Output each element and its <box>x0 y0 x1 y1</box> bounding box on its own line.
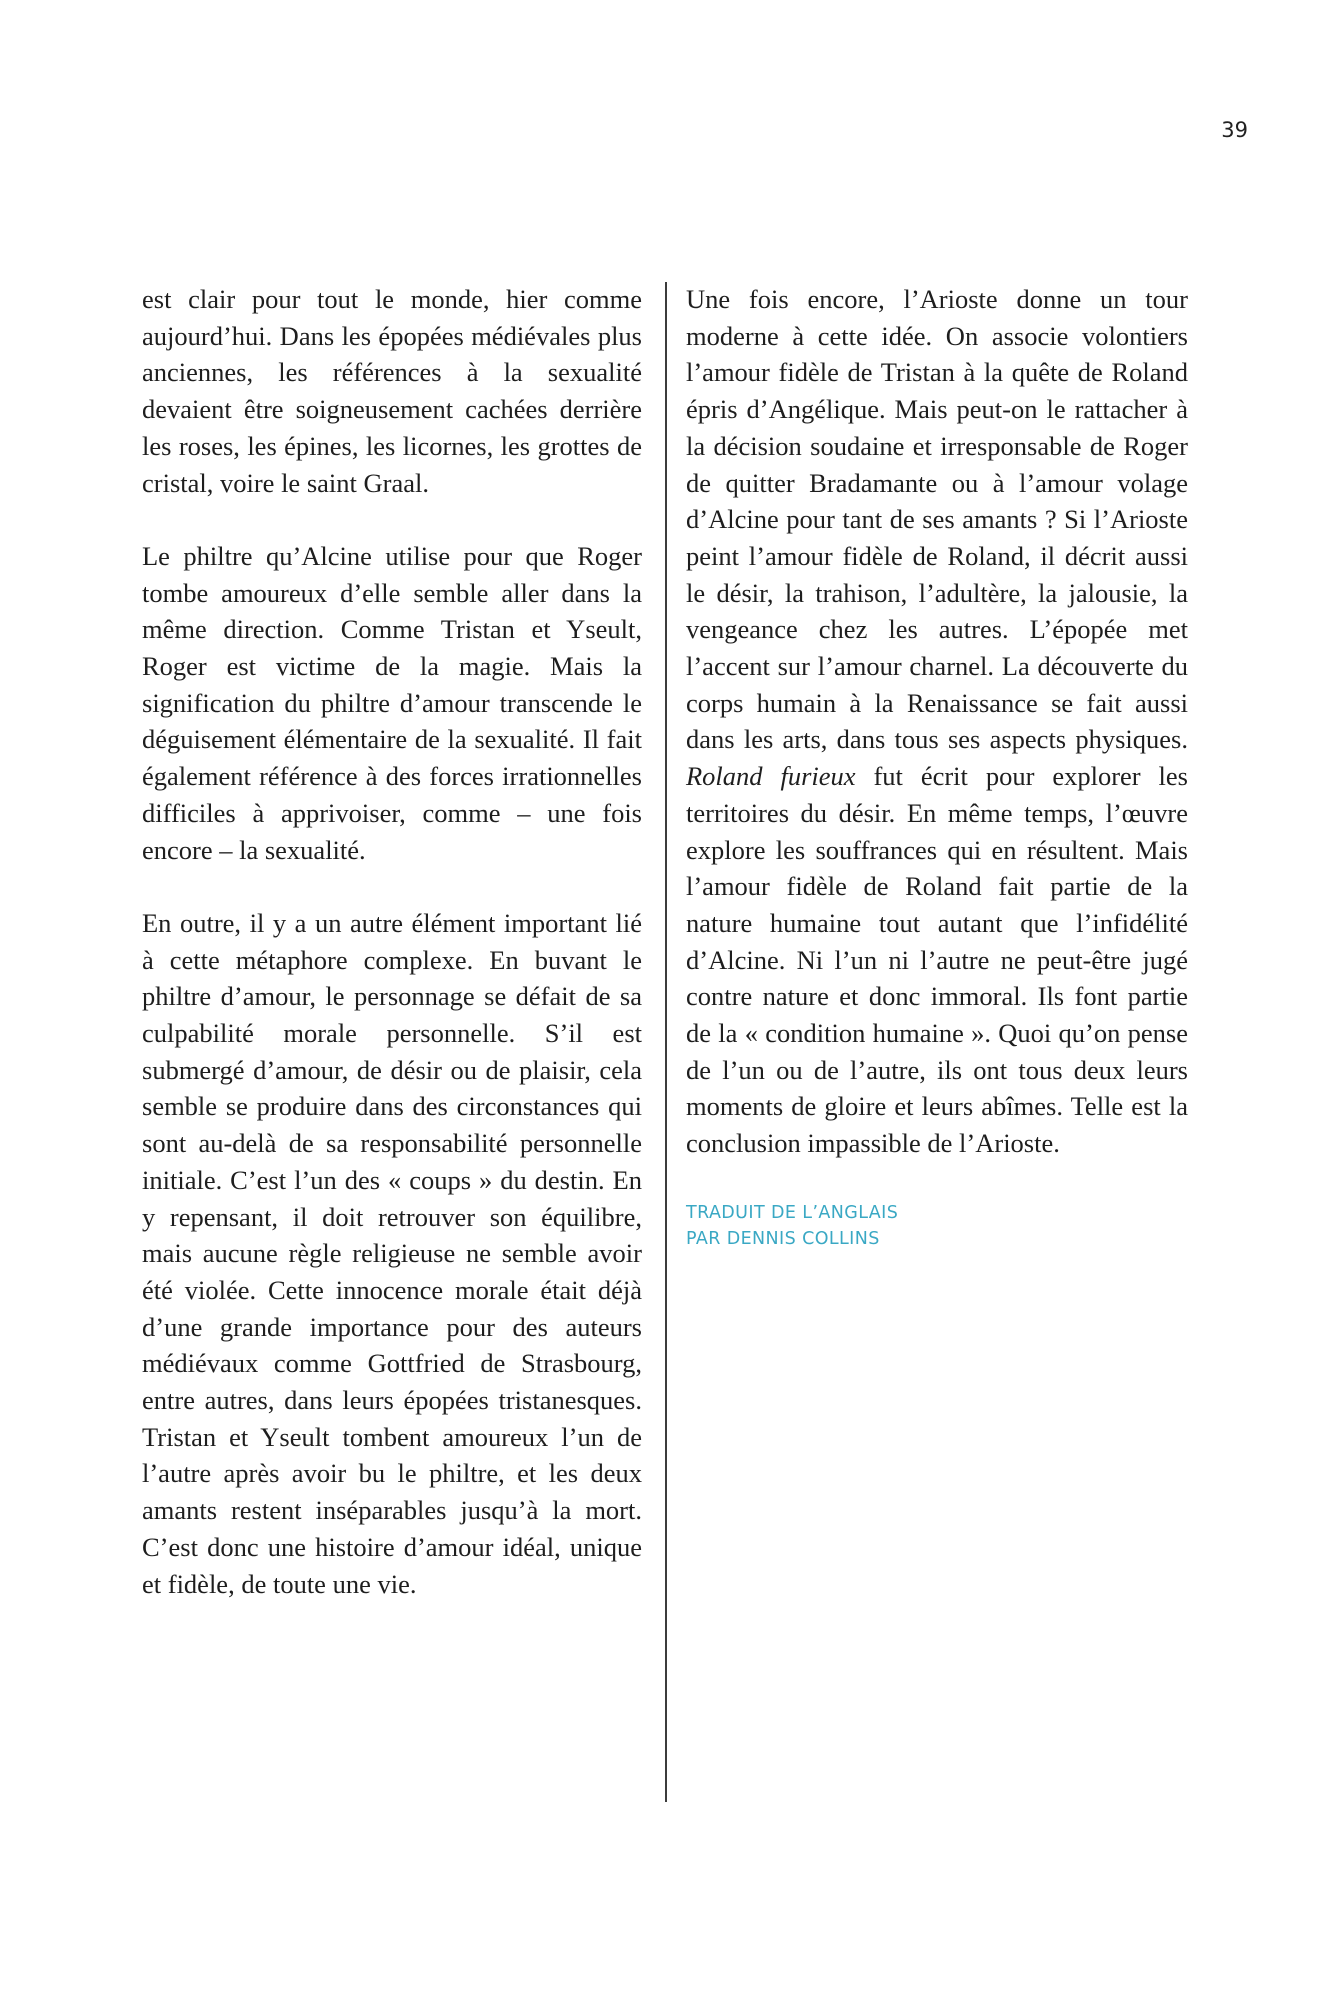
column-divider <box>665 282 667 1802</box>
work-title: Roland furieux <box>686 761 856 792</box>
paragraph <box>686 281 1188 1162</box>
paragraph: Le philtre qu’Alcine utilise pour que Roger tombe amoureux d’elle semble aller dans la même direction. Comme Tristan et Yseult, Roger est victime de la magie. Mais la signification du philtre d’amour transcende le déguisement élémentaire de la sexualité. Il fait également référence à des forces irrationnelles difficiles à apprivoiser, comme – une fois encore – la sexualité. <box>142 540 642 865</box>
left-column <box>142 281 642 1602</box>
credit-line: TRADUIT DE L’ANGLAIS <box>686 1202 899 1223</box>
paragraph-text: Une fois encore, l’Arioste donne un tour moderne à cette idée. On associe volontiers l’amour fidèle de Tristan à la quête de Roland épris d’Angélique. Mais peut-on le rattacher à la décision soudaine et irresponsable de Roger de quitter Bradamante ou à l’amour volage d’Alcine pour tant de ses amants ? Si l’Arioste peint l’amour fidèle de Roland, il décrit aussi le désir, la trahison, l’adultère, la jalousie, la vengeance chez les autres. L’épopée met l’accent sur l’amour charnel. La découverte du corps humain à la Renaissance se fait aussi dans les arts, dans tous ses aspects physiques. <box>686 284 1188 755</box>
credit-line: PAR DENNIS COLLINS <box>686 1228 880 1249</box>
paragraph: En outre, il y a un autre élément important lié à cette métaphore complexe. En buvant le philtre d’amour, le personnage se défait de sa culpabilité morale personnelle. S’il est submergé d’amour, de désir ou de plaisir, cela semble se produire dans des circonstances qui sont au-delà de sa responsabilité personnelle initiale. C’est l’un des « coups » du destin. En y repensant, il doit retrouver son équilibre, mais aucune règle religieuse ne semble avoir été violée. Cette innocence morale était déjà d’une grande importance pour des auteurs médiévaux comme Gottfried de Strasbourg, entre autres, dans leurs épopées tristanesques. Tristan et Yseult tombent amoureux l’un de l’autre après avoir bu le philtre, et les deux amants restent inséparables jusqu’à la mort. C’est donc une histoire d’amour idéal, unique et fidèle, de toute une vie. <box>142 907 642 1599</box>
translator-credit <box>686 1200 1188 1252</box>
right-column <box>686 281 1188 1252</box>
page-number: 39 <box>1221 118 1248 142</box>
paragraph: est clair pour tout le monde, hier comme aujourd’hui. Dans les épopées médiévales plus anciennes, les références à la sexualité devaient être soigneusement cachées derrière les roses, les épines, les licornes, les grottes de cristal, voire le saint Graal. <box>142 284 642 498</box>
paragraph-text: fut écrit pour explorer les territoires du désir. En même temps, l’œuvre explore les souffrances qui en résultent. Mais l’amour fidèle de Roland fait partie de la nature humaine tout autant que l’infidélité d’Alcine. Ni l’un ni l’autre ne peut-être jugé contre nature et donc immoral. Ils font partie de la « condition humaine ». Quoi qu’on pense de l’un ou de l’autre, ils ont tous deux leurs moments de gloire et leurs abîmes. Telle est la conclusion impassible de l’Arioste. <box>686 761 1188 1159</box>
